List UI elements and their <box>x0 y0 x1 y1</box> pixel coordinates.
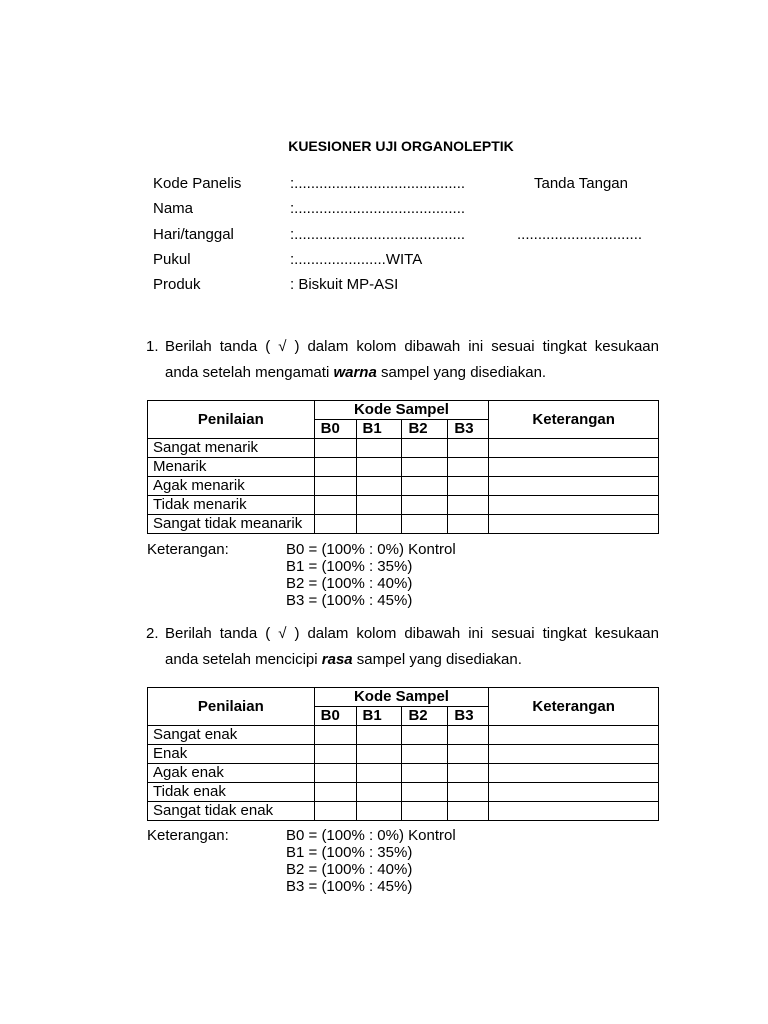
q2-legend-item: B2 = (100% : 40%) <box>286 861 413 878</box>
header-keterangan: Keterangan <box>489 401 659 439</box>
checkbox-cell[interactable] <box>356 802 402 821</box>
kode-panelis-field[interactable]: :......................................... <box>290 175 466 192</box>
table-row <box>148 496 659 515</box>
q2-instruction-line2 <box>165 651 522 668</box>
produk-value: : Biskuit MP-ASI <box>290 276 399 293</box>
q1-legend-item: B0 = (100% : 0%) Kontrol <box>286 541 456 558</box>
q2-table <box>147 687 659 821</box>
q1-legend-item: B3 = (100% : 45%) <box>286 592 413 609</box>
hari-tanggal-field[interactable]: :......................................... <box>290 226 466 243</box>
pukul-field[interactable]: :......................WITA <box>290 251 423 268</box>
checkbox-cell[interactable] <box>356 745 402 764</box>
q2-emphasis-rasa: rasa <box>321 651 353 668</box>
rating-label: Sangat tidak meanarik <box>148 515 315 534</box>
rating-label: Sangat tidak enak <box>148 802 315 821</box>
q1-instruction-line2 <box>165 364 546 381</box>
q2-text-b1: anda setelah mencicipi <box>165 651 322 668</box>
checkbox-cell[interactable] <box>314 439 356 458</box>
checkbox-cell[interactable] <box>448 439 489 458</box>
q1-number: 1. <box>146 338 159 355</box>
keterangan-cell[interactable] <box>489 439 659 458</box>
checkbox-cell[interactable] <box>314 783 356 802</box>
produk-label: Produk <box>153 276 201 293</box>
checkbox-cell[interactable] <box>402 783 448 802</box>
checkbox-cell[interactable] <box>314 745 356 764</box>
keterangan-cell[interactable] <box>489 477 659 496</box>
nama-field[interactable]: :......................................... <box>290 200 466 217</box>
rating-label: Enak <box>148 745 315 764</box>
table-row <box>148 439 659 458</box>
table-row <box>148 783 659 802</box>
table-row <box>148 458 659 477</box>
checkbox-cell[interactable] <box>402 515 448 534</box>
checkbox-cell[interactable] <box>314 802 356 821</box>
checkbox-cell[interactable] <box>402 726 448 745</box>
checkbox-cell[interactable] <box>402 477 448 496</box>
table-row <box>148 515 659 534</box>
checkbox-cell[interactable] <box>448 458 489 477</box>
sample-code-header: B1 <box>356 707 402 726</box>
q1-legend-item: B1 = (100% : 35%) <box>286 558 413 575</box>
table-row <box>148 745 659 764</box>
sample-code-header: B2 <box>402 420 448 439</box>
checkbox-cell[interactable] <box>314 458 356 477</box>
checkbox-cell[interactable] <box>448 783 489 802</box>
q1-instruction: Berilah tanda ( √ ) dalam kolom dibawah ini sesuai tingkat kesukaan <box>165 338 659 355</box>
keterangan-cell[interactable] <box>489 764 659 783</box>
rating-label: Sangat enak <box>148 726 315 745</box>
checkbox-cell[interactable] <box>448 745 489 764</box>
keterangan-cell[interactable] <box>489 745 659 764</box>
q2-legend-label: Keterangan: <box>147 827 229 844</box>
checkbox-cell[interactable] <box>356 496 402 515</box>
hari-tanggal-label: Hari/tanggal <box>153 226 234 243</box>
checkbox-cell[interactable] <box>314 764 356 783</box>
checkbox-cell[interactable] <box>314 496 356 515</box>
q1-emphasis-warna: warna <box>333 364 377 381</box>
header-kode-sampel: Kode Sampel <box>314 401 489 420</box>
header-kode-sampel: Kode Sampel <box>314 688 489 707</box>
rating-label: Tidak menarik <box>148 496 315 515</box>
q1-text-b3: sampel yang disediakan. <box>376 364 547 381</box>
sample-code-header: B2 <box>402 707 448 726</box>
checkbox-cell[interactable] <box>402 764 448 783</box>
checkbox-cell[interactable] <box>356 515 402 534</box>
checkbox-cell[interactable] <box>448 726 489 745</box>
rating-label: Agak menarik <box>148 477 315 496</box>
keterangan-cell[interactable] <box>489 802 659 821</box>
checkbox-cell[interactable] <box>314 726 356 745</box>
keterangan-cell[interactable] <box>489 783 659 802</box>
checkbox-cell[interactable] <box>402 439 448 458</box>
rating-label: Agak enak <box>148 764 315 783</box>
checkbox-cell[interactable] <box>402 802 448 821</box>
q1-text-b1: anda setelah mengamati <box>165 364 334 381</box>
q1-legend-item: B2 = (100% : 40%) <box>286 575 413 592</box>
checkbox-cell[interactable] <box>356 477 402 496</box>
checkbox-cell[interactable] <box>448 477 489 496</box>
keterangan-cell[interactable] <box>489 496 659 515</box>
checkbox-cell[interactable] <box>356 726 402 745</box>
q2-number: 2. <box>146 625 159 642</box>
pukul-label: Pukul <box>153 251 191 268</box>
keterangan-cell[interactable] <box>489 458 659 477</box>
kode-panelis-label: Kode Panelis <box>153 175 242 192</box>
keterangan-cell[interactable] <box>489 726 659 745</box>
checkbox-cell[interactable] <box>356 458 402 477</box>
q2-text-b3: sampel yang disediakan. <box>352 651 522 668</box>
rating-label: Tidak enak <box>148 783 315 802</box>
q2-legend-item: B3 = (100% : 45%) <box>286 878 413 895</box>
q2-legend-item: B1 = (100% : 35%) <box>286 844 413 861</box>
table-row <box>148 764 659 783</box>
table-row <box>148 477 659 496</box>
checkbox-cell[interactable] <box>448 764 489 783</box>
page-title: KUESIONER UJI ORGANOLEPTIK <box>288 138 514 154</box>
table-row <box>148 802 659 821</box>
checkbox-cell[interactable] <box>314 515 356 534</box>
nama-label: Nama <box>153 200 194 217</box>
sample-code-header: B3 <box>448 420 489 439</box>
rating-label: Menarik <box>148 458 315 477</box>
checkbox-cell[interactable] <box>448 802 489 821</box>
sample-code-header: B0 <box>314 420 356 439</box>
header-keterangan: Keterangan <box>489 688 659 726</box>
checkbox-cell[interactable] <box>356 764 402 783</box>
q1-legend-label: Keterangan: <box>147 541 229 558</box>
checkbox-cell[interactable] <box>314 477 356 496</box>
checkbox-cell[interactable] <box>448 515 489 534</box>
sample-code-header: B3 <box>448 707 489 726</box>
q2-legend-item: B0 = (100% : 0%) Kontrol <box>286 827 456 844</box>
checkbox-cell[interactable] <box>402 496 448 515</box>
checkbox-cell[interactable] <box>356 783 402 802</box>
checkbox-cell[interactable] <box>402 745 448 764</box>
table-row <box>148 726 659 745</box>
keterangan-cell[interactable] <box>489 515 659 534</box>
header-penilaian: Penilaian <box>148 401 315 439</box>
q2-instruction: Berilah tanda ( √ ) dalam kolom dibawah ini sesuai tingkat kesukaan <box>165 625 659 642</box>
signature-line[interactable]: .............................. <box>517 226 643 243</box>
sample-code-header: B1 <box>356 420 402 439</box>
header-penilaian: Penilaian <box>148 688 315 726</box>
rating-label: Sangat menarik <box>148 439 315 458</box>
table-header-row <box>148 688 659 707</box>
table-header-row <box>148 401 659 420</box>
checkbox-cell[interactable] <box>402 458 448 477</box>
q1-table <box>147 400 659 534</box>
tanda-tangan-label: Tanda Tangan <box>534 175 628 192</box>
checkbox-cell[interactable] <box>356 439 402 458</box>
sample-code-header: B0 <box>314 707 356 726</box>
checkbox-cell[interactable] <box>448 496 489 515</box>
